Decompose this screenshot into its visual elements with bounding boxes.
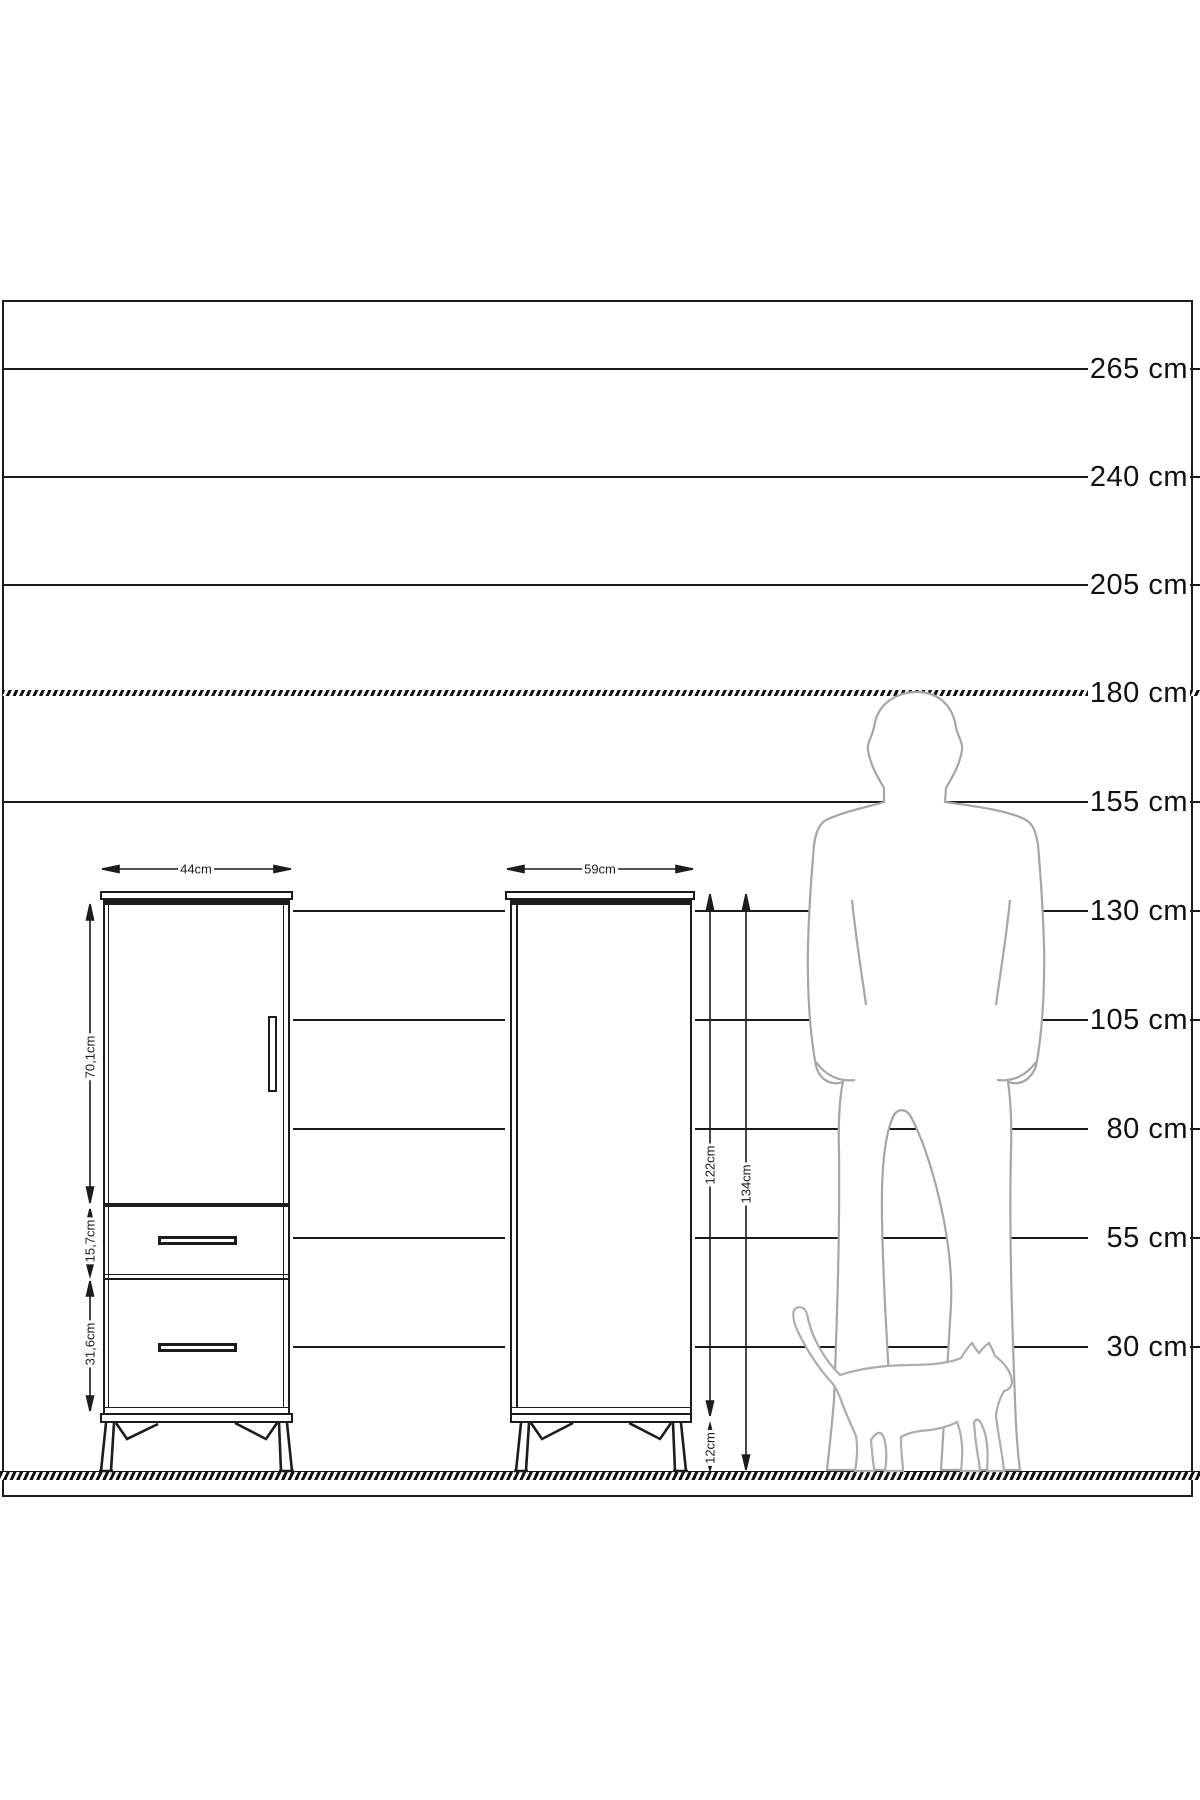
height-label-180: 180 cm bbox=[1089, 677, 1188, 709]
height-label-265: 265 cm bbox=[1089, 353, 1188, 385]
height-label-30: 30 cm bbox=[1106, 1331, 1188, 1363]
top-drawer-height-label: 15,7cm bbox=[82, 1219, 98, 1263]
height-tick-80 bbox=[1190, 1128, 1200, 1130]
height-tick-130 bbox=[1190, 910, 1200, 912]
height-label-105: 105 cm bbox=[1089, 1004, 1188, 1036]
height-tick-55 bbox=[1190, 1237, 1200, 1239]
height-label-130: 130 cm bbox=[1089, 895, 1188, 927]
height-tick-265 bbox=[1190, 368, 1200, 370]
left-cabinet-legs bbox=[99, 1423, 294, 1471]
right-cabinet-legs bbox=[514, 1423, 688, 1471]
height-label-205: 205 cm bbox=[1089, 569, 1188, 601]
leg-height-label: 12cm bbox=[702, 1432, 718, 1464]
bottom-drawer-height-label: 31,6cm bbox=[82, 1322, 98, 1366]
height-tick-180 bbox=[1190, 690, 1200, 696]
height-tick-105 bbox=[1190, 1019, 1200, 1021]
height-tick-205 bbox=[1190, 584, 1200, 586]
height-label-80: 80 cm bbox=[1106, 1113, 1188, 1145]
left-cabinet-width-label: 44cm bbox=[180, 861, 212, 877]
height-label-155: 155 cm bbox=[1089, 786, 1188, 818]
carcass-height-label: 122cm bbox=[702, 1145, 718, 1185]
right-cabinet-width-label: 59cm bbox=[584, 861, 616, 877]
height-tick-30 bbox=[1190, 1346, 1200, 1348]
dimension-lines bbox=[87, 866, 750, 1471]
height-label-55: 55 cm bbox=[1106, 1222, 1188, 1254]
height-tick-240 bbox=[1190, 476, 1200, 478]
height-tick-155 bbox=[1190, 801, 1200, 803]
height-label-240: 240 cm bbox=[1089, 461, 1188, 493]
total-height-label: 134cm bbox=[738, 1164, 754, 1204]
door-height-label: 70,1cm bbox=[82, 1035, 98, 1079]
